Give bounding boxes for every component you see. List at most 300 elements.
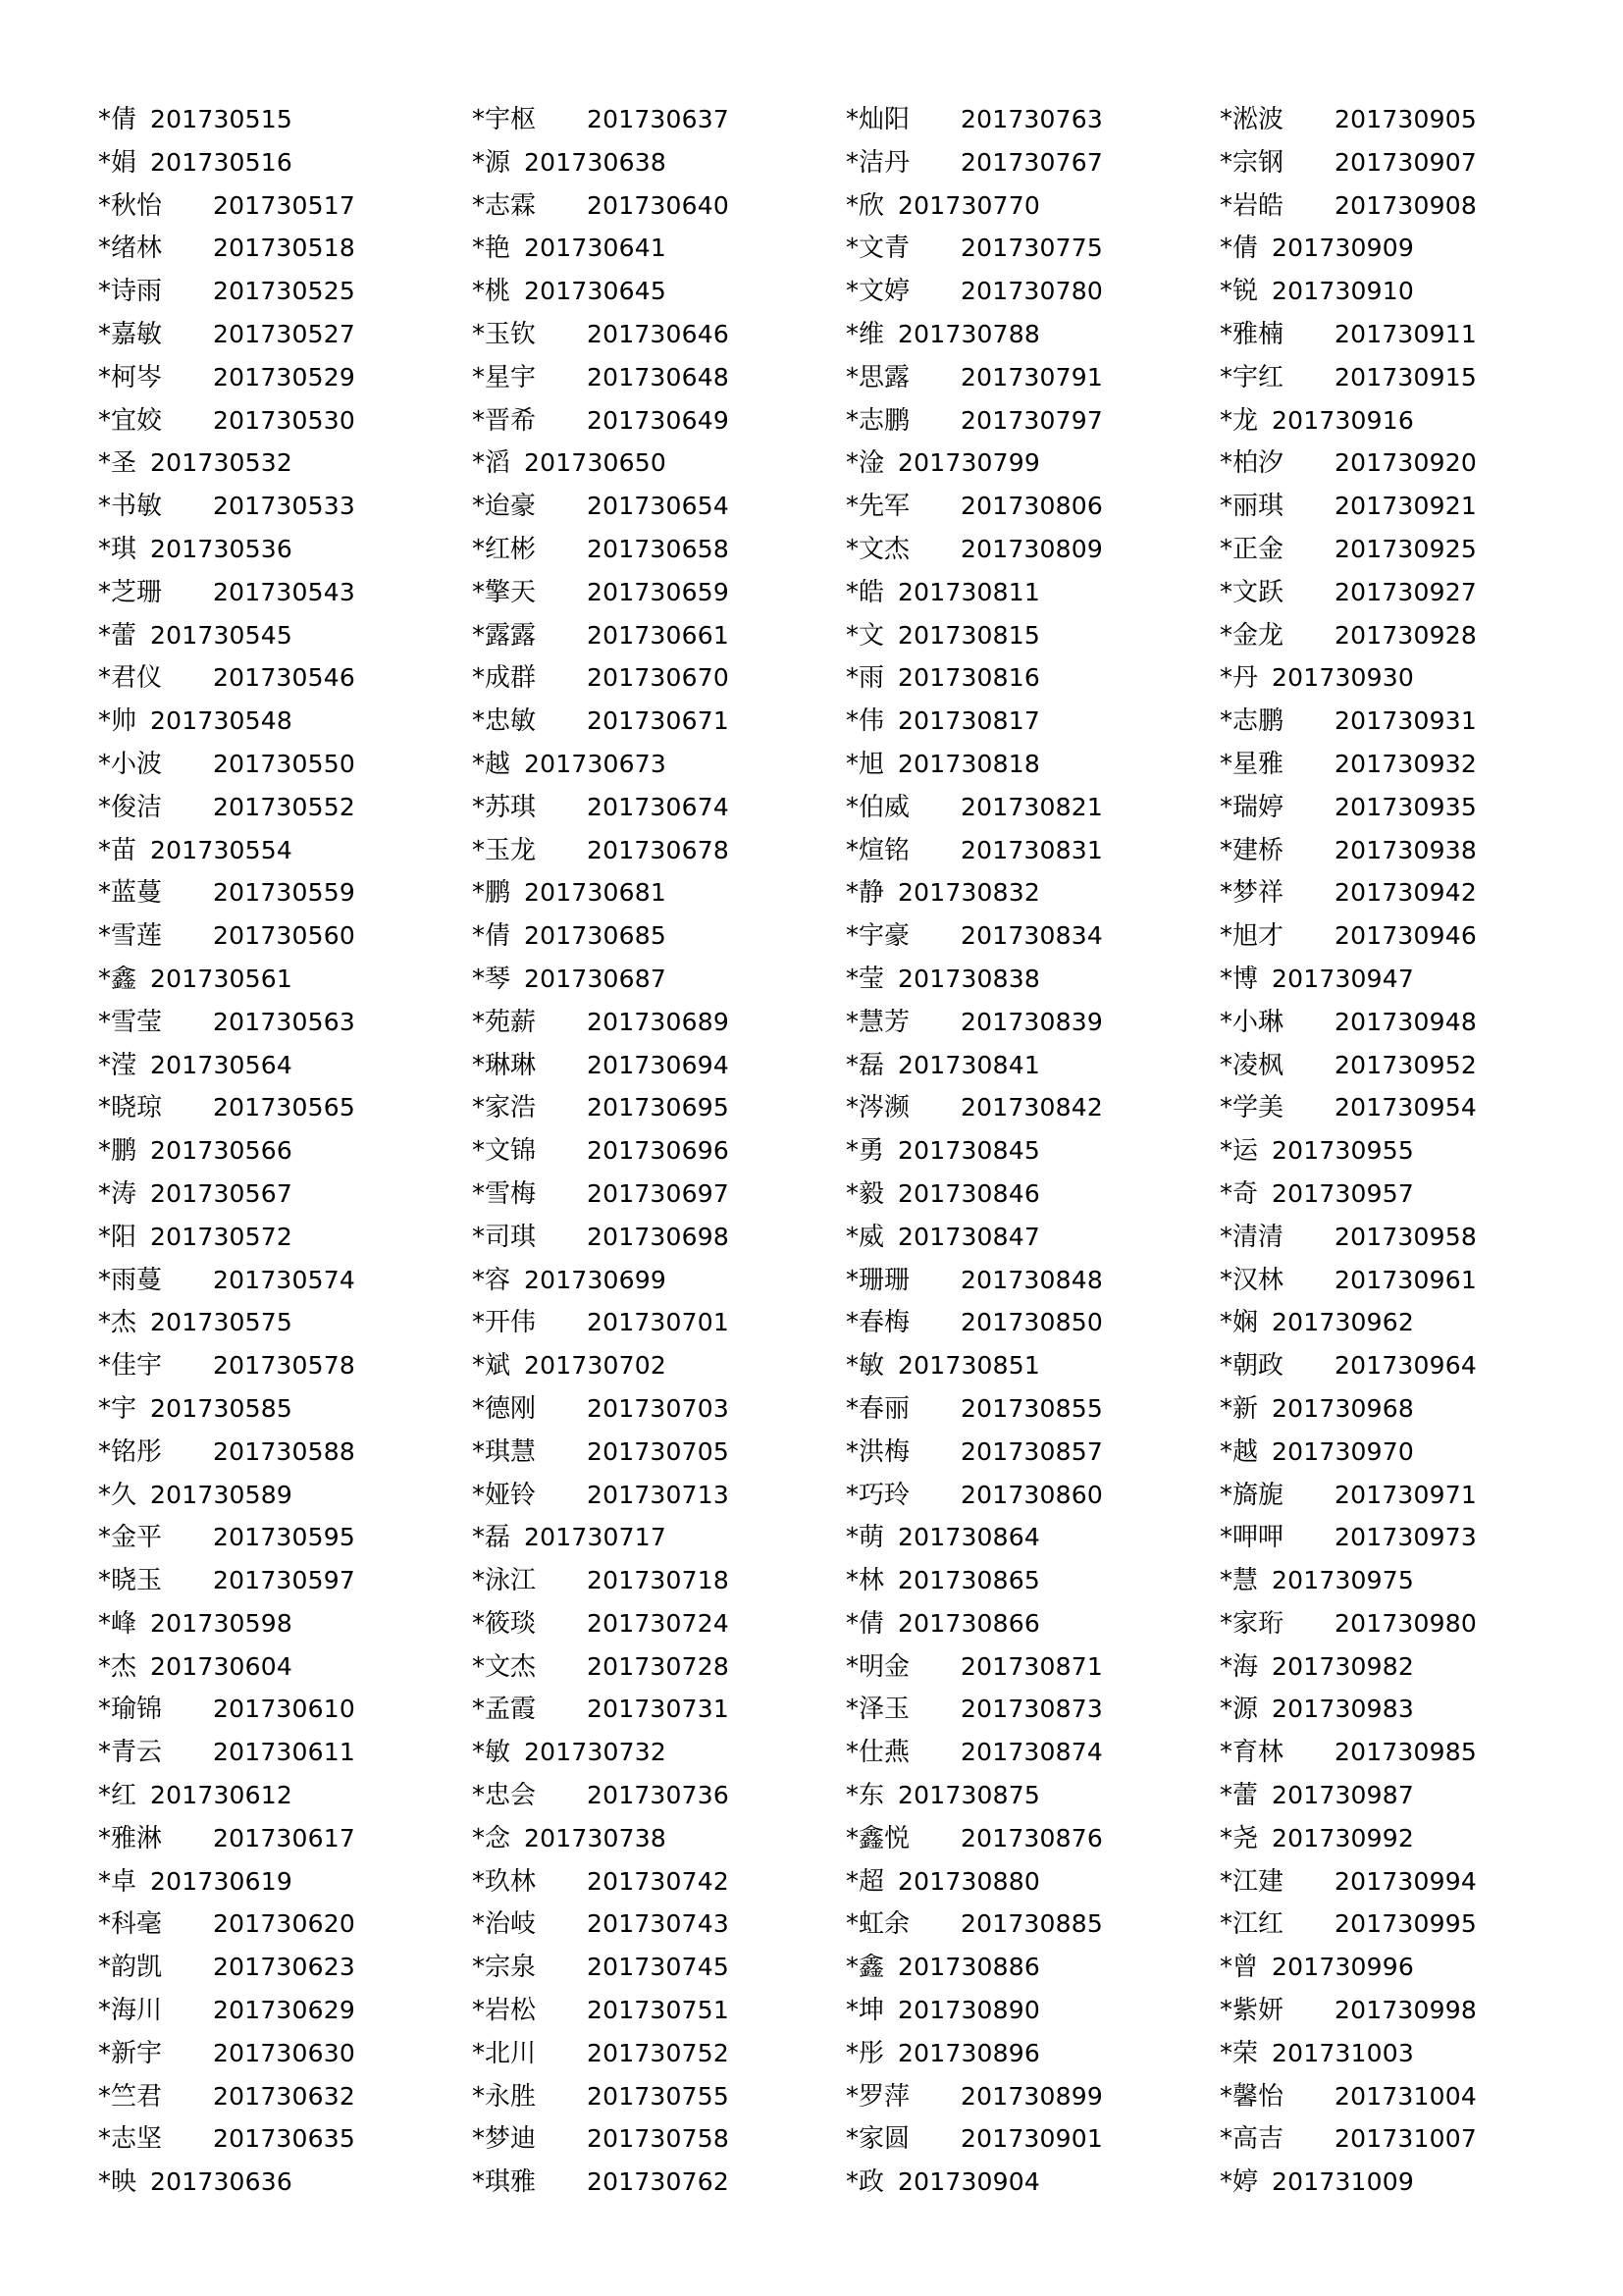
list-item <box>846 485 1219 528</box>
student-id: 201730751 <box>587 1996 729 2025</box>
student-name: *帅 <box>98 706 137 737</box>
list-item <box>1220 1301 1593 1344</box>
student-name: *海川 <box>98 1996 163 2026</box>
student-id: 201730932 <box>1335 749 1477 778</box>
list-item <box>472 1044 845 1087</box>
student-id: 201730630 <box>213 2038 355 2067</box>
student-id: 201730694 <box>587 1050 729 1079</box>
student-id: 201730742 <box>587 1866 729 1896</box>
name-list-column <box>472 98 845 2204</box>
student-name: *倩 <box>98 105 137 134</box>
student-name: *明金 <box>846 1651 911 1682</box>
list-item <box>472 2032 845 2075</box>
student-id: 201730687 <box>524 964 666 993</box>
student-id: 201730546 <box>213 663 355 693</box>
student-name: *滢 <box>98 1050 137 1080</box>
student-id: 201730834 <box>961 921 1103 951</box>
student-id: 201730952 <box>1335 1050 1477 1079</box>
student-id: 201730874 <box>961 1738 1103 1767</box>
list-item <box>472 1645 845 1689</box>
list-item <box>1220 871 1593 914</box>
student-name: *奇 <box>1220 1178 1259 1209</box>
student-id: 201730527 <box>213 319 355 348</box>
student-id: 201730612 <box>150 1781 292 1810</box>
student-id: 201730732 <box>524 1738 666 1767</box>
student-id: 201730563 <box>213 1007 355 1036</box>
student-name: *红 <box>98 1781 137 1811</box>
student-id: 201730931 <box>1335 706 1477 736</box>
student-id: 201730515 <box>150 105 292 133</box>
student-id: 201730885 <box>961 1909 1103 1939</box>
student-name: *星雅 <box>1220 749 1284 779</box>
list-item <box>472 356 845 399</box>
student-id: 201730767 <box>961 147 1103 177</box>
student-id: 201730866 <box>898 1608 1040 1638</box>
student-id: 201730816 <box>898 663 1040 693</box>
student-name: *雨蔓 <box>98 1265 163 1295</box>
student-name: *蕾 <box>98 620 137 651</box>
student-id: 201730971 <box>1335 1480 1477 1509</box>
list-item <box>846 1387 1219 1431</box>
student-id: 201730875 <box>898 1781 1040 1810</box>
student-name: *鹏 <box>98 1136 137 1167</box>
list-item <box>1220 786 1593 829</box>
student-name: *宗泉 <box>472 1953 537 1983</box>
student-name: *永胜 <box>472 2081 537 2112</box>
student-name: *岩皓 <box>1220 190 1284 221</box>
student-name: *泳江 <box>472 1566 537 1596</box>
list-item <box>98 184 471 228</box>
list-item <box>846 871 1219 914</box>
student-name: *紫妍 <box>1220 1996 1284 2026</box>
list-item <box>846 571 1219 614</box>
student-id: 201730701 <box>587 1308 729 1337</box>
student-name: *伟 <box>846 706 885 737</box>
student-id: 201730698 <box>587 1222 729 1251</box>
student-id: 201730947 <box>1272 964 1414 993</box>
list-item <box>1220 1044 1593 1087</box>
student-id: 201730560 <box>213 921 355 951</box>
student-id: 201730610 <box>213 1695 355 1724</box>
student-name: *韵凯 <box>98 1953 163 1983</box>
student-id: 201730532 <box>150 448 292 478</box>
student-id: 201730517 <box>213 190 355 220</box>
student-name: *鑫悦 <box>846 1823 911 1853</box>
list-item <box>472 485 845 528</box>
list-item <box>1220 1216 1593 1259</box>
list-item <box>846 227 1219 270</box>
student-id: 201730713 <box>587 1480 729 1509</box>
list-item <box>472 227 845 270</box>
list-item <box>846 656 1219 700</box>
list-item <box>98 485 471 528</box>
student-id: 201730935 <box>1335 792 1477 821</box>
student-id: 201730619 <box>150 1866 292 1896</box>
student-id: 201730995 <box>1335 1909 1477 1939</box>
student-id: 201730585 <box>150 1393 292 1423</box>
student-name: *露露 <box>472 620 537 651</box>
student-name: *洪梅 <box>846 1436 911 1467</box>
list-item <box>1220 1474 1593 1517</box>
list-item <box>846 1431 1219 1474</box>
student-name: *罗萍 <box>846 2081 911 2112</box>
student-id: 201730780 <box>961 277 1103 306</box>
student-id: 201730907 <box>1335 147 1477 177</box>
student-name: *琪 <box>98 534 137 564</box>
student-id: 201730604 <box>150 1651 292 1681</box>
student-id: 201730809 <box>961 534 1103 563</box>
student-name: *娴 <box>1220 1308 1259 1338</box>
student-name: *文青 <box>846 234 911 264</box>
list-item <box>98 829 471 872</box>
student-id: 201731009 <box>1272 2167 1414 2197</box>
student-id: 201730958 <box>1335 1222 1477 1251</box>
list-item <box>1220 1645 1593 1689</box>
student-name: *旭 <box>846 749 885 779</box>
student-id: 201730985 <box>1335 1738 1477 1767</box>
student-name: *馨怡 <box>1220 2081 1284 2112</box>
list-item <box>472 98 845 141</box>
student-name: *瑜锦 <box>98 1695 163 1725</box>
student-name: *政 <box>846 2167 885 2198</box>
student-name: *晓琼 <box>98 1093 163 1123</box>
student-id: 201730705 <box>587 1436 729 1466</box>
list-item <box>1220 1516 1593 1559</box>
student-id: 201730915 <box>1335 362 1477 391</box>
student-id: 201730817 <box>898 706 1040 736</box>
student-id: 201731003 <box>1272 2038 1414 2067</box>
list-item <box>846 1688 1219 1731</box>
list-item <box>98 1774 471 1817</box>
student-id: 201730697 <box>587 1178 729 1208</box>
name-list-column <box>1220 98 1593 2204</box>
list-item <box>98 1301 471 1344</box>
list-item <box>472 1946 845 1989</box>
list-item <box>98 1946 471 1989</box>
list-item <box>98 1903 471 1946</box>
list-item <box>472 1989 845 2032</box>
student-id: 201730702 <box>524 1351 666 1381</box>
student-name: *苗 <box>98 835 137 865</box>
student-id: 201730954 <box>1335 1093 1477 1122</box>
student-id: 201730846 <box>898 1178 1040 1208</box>
student-id: 201730636 <box>150 2167 292 2197</box>
student-name: *曾 <box>1220 1953 1259 1983</box>
student-name: *毅 <box>846 1178 885 1209</box>
list-item <box>846 2075 1219 2118</box>
list-item <box>1220 2161 1593 2204</box>
list-item <box>98 786 471 829</box>
student-name: *鹏 <box>472 878 511 909</box>
student-name: *忠敏 <box>472 706 537 737</box>
student-id: 201730806 <box>961 492 1103 521</box>
list-item <box>472 1474 845 1517</box>
student-name: *灿阳 <box>846 105 911 134</box>
student-name: *迨豪 <box>472 492 537 522</box>
list-item <box>1220 614 1593 657</box>
list-item <box>472 442 845 485</box>
list-item <box>98 399 471 443</box>
student-name: *德刚 <box>472 1393 537 1424</box>
list-item <box>1220 743 1593 786</box>
student-name: *蓝蔓 <box>98 878 163 909</box>
student-name: *江建 <box>1220 1866 1284 1897</box>
student-name: *倩 <box>846 1608 885 1639</box>
student-id: 201730695 <box>587 1093 729 1122</box>
student-id: 201730909 <box>1272 234 1414 263</box>
student-id: 201730703 <box>587 1393 729 1423</box>
student-name: *文婷 <box>846 277 911 307</box>
list-item <box>1220 442 1593 485</box>
list-item <box>846 1946 1219 1989</box>
list-item <box>98 1387 471 1431</box>
list-item <box>1220 700 1593 743</box>
list-item <box>98 313 471 356</box>
list-item <box>98 1129 471 1173</box>
student-name: *志坚 <box>98 2124 163 2155</box>
student-id: 201730575 <box>150 1308 292 1337</box>
student-id: 201730645 <box>524 277 666 306</box>
student-id: 201730529 <box>213 362 355 391</box>
list-item <box>472 1559 845 1602</box>
list-item <box>98 571 471 614</box>
student-name: *婷 <box>1220 2167 1259 2198</box>
list-item <box>1220 829 1593 872</box>
list-item <box>846 743 1219 786</box>
list-item <box>98 98 471 141</box>
list-item <box>98 2161 471 2204</box>
list-item <box>472 614 845 657</box>
student-id: 201730821 <box>961 792 1103 821</box>
student-id: 201730554 <box>150 835 292 864</box>
student-id: 201730799 <box>898 448 1040 478</box>
student-name: *开伟 <box>472 1308 537 1338</box>
student-id: 201730860 <box>961 1480 1103 1509</box>
list-item <box>846 614 1219 657</box>
list-item <box>1220 227 1593 270</box>
student-name: *建桥 <box>1220 835 1284 865</box>
list-item <box>98 1516 471 1559</box>
list-item <box>846 2117 1219 2161</box>
student-name: *博 <box>1220 964 1259 994</box>
student-name: *竺君 <box>98 2081 163 2112</box>
student-name: *滔 <box>472 448 511 479</box>
student-id: 201730886 <box>898 1953 1040 1982</box>
student-name: *家浩 <box>472 1093 537 1123</box>
student-id: 201730857 <box>961 1436 1103 1466</box>
list-item <box>846 1173 1219 1216</box>
student-name: *圣 <box>98 448 137 479</box>
student-name: *雪莹 <box>98 1007 163 1037</box>
student-name: *新 <box>1220 1393 1259 1424</box>
student-name: *静 <box>846 878 885 909</box>
list-item <box>98 1645 471 1689</box>
student-name: *志鹏 <box>846 405 911 436</box>
student-name: *鑫 <box>846 1953 885 1983</box>
student-id: 201730696 <box>587 1136 729 1166</box>
student-name: *映 <box>98 2167 137 2198</box>
student-name: *磊 <box>472 1523 511 1553</box>
list-item <box>472 528 845 571</box>
student-name: *皓 <box>846 577 885 607</box>
list-item <box>846 1044 1219 1087</box>
list-item <box>1220 356 1593 399</box>
student-id: 201730975 <box>1272 1566 1414 1595</box>
student-name: *峰 <box>98 1608 137 1639</box>
student-id: 201731004 <box>1335 2081 1477 2111</box>
student-name: *敏 <box>472 1738 511 1768</box>
student-id: 201730564 <box>150 1050 292 1079</box>
student-name: *雪莲 <box>98 921 163 952</box>
student-id: 201730899 <box>961 2081 1103 2111</box>
student-name: *星宇 <box>472 362 537 392</box>
student-name: *玖林 <box>472 1866 537 1897</box>
list-item <box>472 2161 845 2204</box>
student-name: *磊 <box>846 1050 885 1080</box>
student-id: 201730992 <box>1272 1823 1414 1852</box>
list-item <box>472 743 845 786</box>
list-item <box>472 1860 845 1904</box>
student-id: 201730791 <box>961 362 1103 391</box>
student-name: *学美 <box>1220 1093 1284 1123</box>
student-id: 201730629 <box>213 1996 355 2025</box>
student-id: 201730550 <box>213 749 355 778</box>
student-name: *桃 <box>472 277 511 307</box>
list-item <box>472 1688 845 1731</box>
student-name: *倩 <box>1220 234 1259 264</box>
list-item <box>98 1259 471 1302</box>
student-id: 201730670 <box>587 663 729 693</box>
list-item <box>1220 528 1593 571</box>
student-id: 201730674 <box>587 792 729 821</box>
student-name: *苑薪 <box>472 1007 537 1037</box>
student-id: 201730964 <box>1335 1351 1477 1381</box>
student-id: 201730654 <box>587 492 729 521</box>
list-item <box>472 829 845 872</box>
student-id: 201730659 <box>587 577 729 606</box>
list-item <box>1220 98 1593 141</box>
student-id: 201730648 <box>587 362 729 391</box>
student-id: 201730928 <box>1335 620 1477 650</box>
student-name: *伯威 <box>846 792 911 822</box>
student-name: *书敏 <box>98 492 163 522</box>
student-name: *宜姣 <box>98 405 163 436</box>
student-name: *梦祥 <box>1220 878 1284 909</box>
student-name: *龙 <box>1220 405 1259 436</box>
student-name: *琪雅 <box>472 2167 537 2198</box>
student-name: *源 <box>472 147 511 178</box>
list-item <box>472 1731 845 1774</box>
list-item <box>472 871 845 914</box>
student-name: *擎天 <box>472 577 537 607</box>
list-item <box>1220 1387 1593 1431</box>
student-name: *家珩 <box>1220 1608 1284 1639</box>
list-item <box>1220 958 1593 1001</box>
student-id: 201730788 <box>898 319 1040 348</box>
list-item <box>846 1516 1219 1559</box>
student-id: 201730901 <box>961 2124 1103 2154</box>
student-id: 201730736 <box>587 1781 729 1810</box>
list-item <box>98 743 471 786</box>
list-item <box>98 1688 471 1731</box>
student-name: *琴 <box>472 964 511 994</box>
student-id: 201730896 <box>898 2038 1040 2067</box>
student-name: *凌枫 <box>1220 1050 1284 1080</box>
list-item <box>472 958 845 1001</box>
list-item <box>846 829 1219 872</box>
student-id: 201730595 <box>213 1523 355 1552</box>
student-name: *勇 <box>846 1136 885 1167</box>
student-id: 201730611 <box>213 1738 355 1767</box>
student-id: 201730638 <box>524 147 666 177</box>
student-name: *源 <box>1220 1695 1259 1725</box>
student-id: 201730525 <box>213 277 355 306</box>
student-name: *久 <box>98 1480 137 1510</box>
student-id: 201730904 <box>898 2167 1040 2197</box>
student-id: 201730752 <box>587 2038 729 2067</box>
student-name: *斌 <box>472 1351 511 1382</box>
list-item <box>846 270 1219 313</box>
student-name: *晋希 <box>472 405 537 436</box>
student-id: 201730632 <box>213 2081 355 2111</box>
list-item <box>472 141 845 184</box>
list-item <box>1220 656 1593 700</box>
list-item <box>846 1731 1219 1774</box>
list-item <box>472 1602 845 1645</box>
student-id: 201730980 <box>1335 1608 1477 1638</box>
student-name: *丽琪 <box>1220 492 1284 522</box>
student-id: 201730873 <box>961 1695 1103 1724</box>
list-item <box>1220 485 1593 528</box>
student-id: 201730831 <box>961 835 1103 864</box>
student-name: *玉龙 <box>472 835 537 865</box>
student-id: 201730973 <box>1335 1523 1477 1552</box>
student-name: *坤 <box>846 1996 885 2026</box>
student-id: 201730661 <box>587 620 729 650</box>
list-item <box>846 1989 1219 2032</box>
student-name: *虹余 <box>846 1909 911 1940</box>
student-id: 201730818 <box>898 749 1040 778</box>
student-id: 201730516 <box>150 147 292 177</box>
student-id: 201730948 <box>1335 1007 1477 1036</box>
list-item <box>472 656 845 700</box>
student-id: 201730566 <box>150 1136 292 1166</box>
student-id: 201730797 <box>961 405 1103 435</box>
list-item <box>98 1989 471 2032</box>
student-name: *苏琪 <box>472 792 537 822</box>
list-item <box>472 184 845 228</box>
list-item <box>1220 1688 1593 1731</box>
list-item <box>846 1860 1219 1904</box>
student-name: *柯岑 <box>98 362 163 392</box>
student-id: 201730811 <box>898 577 1040 606</box>
student-name: *治岐 <box>472 1909 537 1940</box>
student-id: 201730996 <box>1272 1953 1414 1982</box>
student-name: *家圆 <box>846 2124 911 2155</box>
student-id: 201730623 <box>213 1953 355 1982</box>
student-name: *慧 <box>1220 1566 1259 1596</box>
student-name: *铭彤 <box>98 1436 163 1467</box>
student-name: *新宇 <box>98 2038 163 2068</box>
student-id: 201730910 <box>1272 277 1414 306</box>
student-id: 201730957 <box>1272 1178 1414 1208</box>
list-item <box>98 1602 471 1645</box>
student-name: *小琳 <box>1220 1007 1284 1037</box>
list-item <box>1220 914 1593 958</box>
list-item <box>1220 1173 1593 1216</box>
list-item <box>98 1001 471 1044</box>
list-item <box>1220 2075 1593 2118</box>
